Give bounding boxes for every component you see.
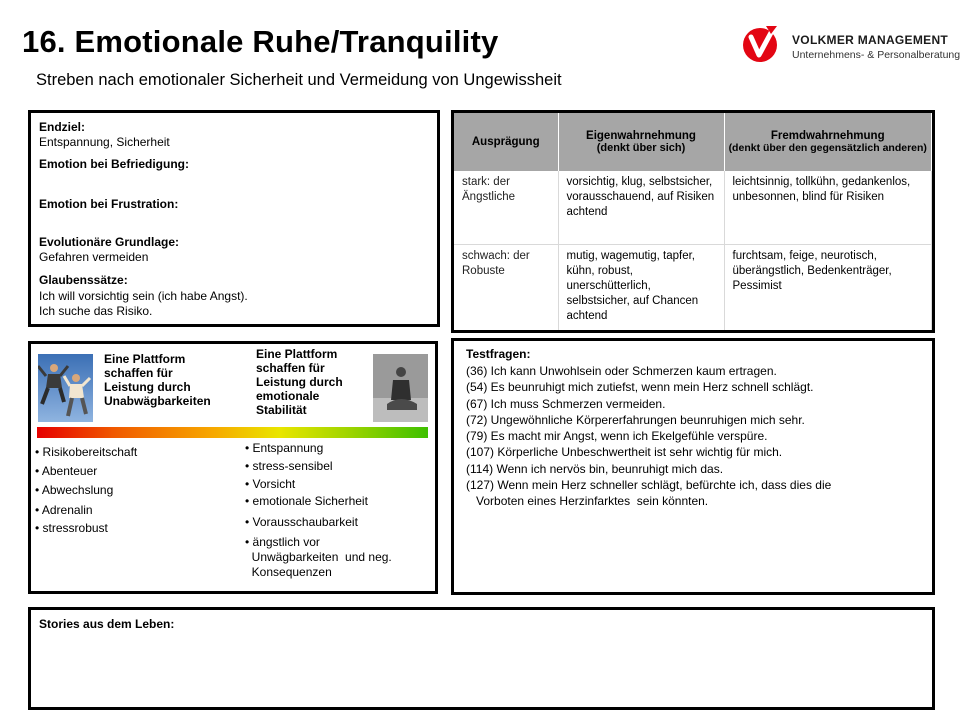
test-questions-box [451,338,935,595]
evolution-label: Evolutionäre Grundlage: [39,235,180,249]
header-auspraegung: Ausprägung [454,113,558,171]
right-item: Unwägbarkeiten und neg. [245,550,392,564]
page-title: 16. Emotionale Ruhe/Tranquility [22,24,499,59]
table-row [454,244,932,330]
platform-left-label-line: schaffen für [104,366,173,380]
test-question: (36) Ich kann Unwohlsein oder Schmerzen kaum ertragen. [466,364,777,378]
endziel-value: Entspannung, Sicherheit [39,135,170,149]
evolution-value: Gefahren vermeiden [39,250,149,264]
platform-left-label-line: Eine Plattform [104,352,186,366]
glauben-value-1: Ich will vorsichtig sein (ich habe Angst). [39,289,248,303]
platform-right-label-line: Stabilität [256,403,307,417]
befriedigung-label: Emotion bei Befriedigung: [39,157,189,171]
header-fremd-title: Fremdwahrnehmung [770,130,885,142]
platform-right-label-line: Eine Plattform [256,347,338,361]
platform-left-label-line: Unabwägbarkeiten [104,394,211,408]
cell-fremd: furchtsam, feige, neurotisch, überängstlich, Bedenkenträger, Pessimist [724,244,932,330]
platform-left-label [104,352,211,408]
endziel-label: Endziel: [39,120,86,134]
right-item: • Vorsicht [245,477,296,491]
table-row [454,171,932,244]
platform-left-label-line: Leistung durch [104,380,191,394]
relaxing-woman-photo [373,354,428,422]
test-question: (72) Ungewöhnliche Körpererfahrungen beunruhigen mich sehr. [466,412,805,427]
right-item: • Entspannung [245,441,324,455]
right-item: • stress-sensibel [245,459,333,473]
perception-table-box [451,110,935,333]
left-item: • stressrobust [35,521,108,535]
right-item: • ängstlich vor [245,535,320,549]
platform-right-label-line: emotionale [256,389,320,403]
skydivers-photo [38,354,93,422]
cell-fremd: leichtsinnig, tollkühn, gedankenlos, unbesonnen, blind für Risiken [724,171,932,244]
tests-title: Testfragen: [466,347,531,361]
stories-box [28,607,935,710]
test-question: (114) Wenn ich nervös bin, beunruhigt mich das. [466,461,724,476]
test-question: Vorboten eines Herzinfarktes sein könnten. [466,494,709,509]
company-logo [742,24,960,68]
left-item: • Abwechslung [35,483,114,497]
cell-auspraegung: stark: der Ängstliche [454,171,558,244]
left-item: • Risikobereitschaft [35,445,138,459]
right-item: Konsequenzen [245,565,332,579]
platform-right-label-line: Leistung durch [256,375,343,389]
test-question: (79) Es macht mir Angst, wenn ich Ekelgefühle verspüre. [466,429,768,444]
header-eigen-title: Eigenwahrnehmung [586,130,696,142]
table-header-row [454,113,932,171]
goals-box [28,110,440,327]
platform-right-label [256,347,343,417]
cell-eigen: vorsichtig, klug, selbstsicher, vorausschauend, auf Risiken achtend [558,171,724,244]
left-item: • Abenteuer [35,464,98,478]
left-item: • Adrenalin [35,503,93,517]
logo-tagline: Unternehmens- & Personalberatung [792,49,960,61]
header-fremdwahrnehmung [724,113,932,171]
header-eigenwahrnehmung [558,113,724,171]
test-question: (67) Ich muss Schmerzen vermeiden. [466,396,666,411]
perception-table [454,113,932,330]
right-item: • Vorausschaubarkeit [245,515,358,529]
platform-right-label-line: schaffen für [256,361,325,375]
cell-auspraegung: schwach: der Robuste [454,244,558,330]
platform-box [28,341,438,594]
glauben-value-2: Ich suche das Risiko. [39,304,153,318]
header-fremd-sub: (denkt über den gegensätzlich anderen) [728,142,927,154]
volkmer-logo-icon [742,24,782,64]
logo-company-name: VOLKMER MANAGEMENT [792,33,949,47]
cell-eigen: mutig, wagemutig, tapfer, kühn, robust, unerschütterlich, selbstsicher, auf Chancen achtend [558,244,724,330]
tests-list [466,363,831,510]
test-question: (107) Körperliche Unbeschwertheit ist sehr wichtig für mich. [466,445,783,460]
test-question: (54) Es beunruhigt mich zutiefst, wenn mein Herz schnell schlägt. [466,380,814,395]
right-item: • emotionale Sicherheit [245,494,368,508]
header-eigen-sub: (denkt über sich) [596,142,686,154]
test-question: (127) Wenn mein Herz schneller schlägt, befürchte ich, dass dies die [466,478,832,493]
frustration-label: Emotion bei Frustration: [39,197,179,211]
tranquility-gradient-bar [37,427,428,438]
stories-title: Stories aus dem Leben: [39,617,175,631]
page-subtitle: Streben nach emotionaler Sicherheit und Vermeidung von Ungewissheit [36,71,562,89]
glauben-label: Glaubenssätze: [39,273,128,287]
